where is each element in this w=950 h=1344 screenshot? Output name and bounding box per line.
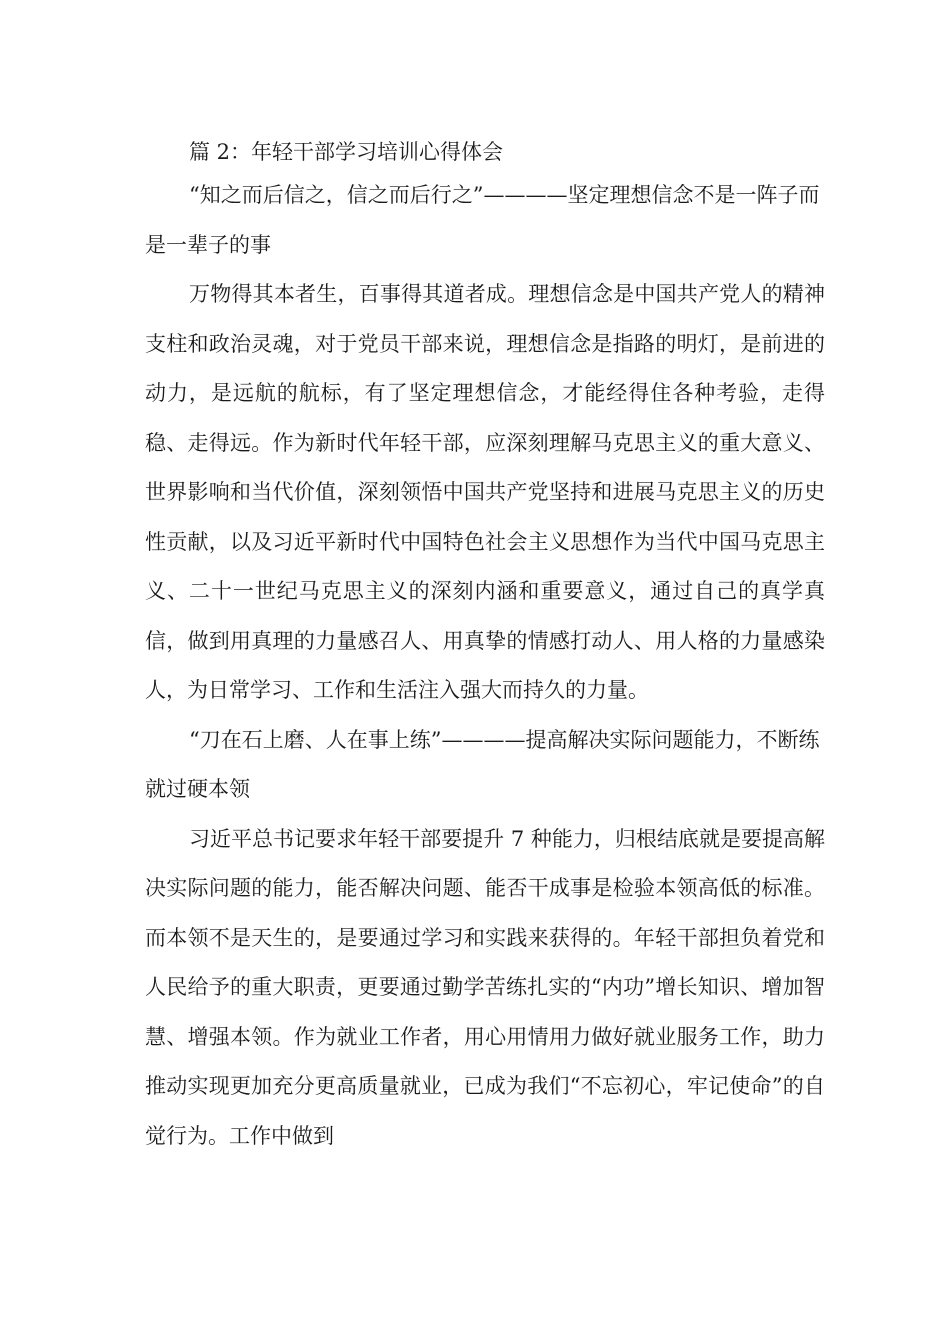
document-page	[145, 134, 825, 1161]
section-heading-1: “知之而后信之，信之而后行之”————坚定理想信念不是一阵子而是一辈子的事	[145, 183, 820, 257]
document-title: 篇 2：年轻干部学习培训心得体会	[189, 140, 504, 164]
body-paragraph-2: 习近平总书记要求年轻干部要提升 7 种能力，归根结底就是要提高解决实际问题的能力，能否解决问题、能否干成事是检验本领高低的标准。而本领不是天生的，是要通过学习和实践来获得的。年轻干部担负着党和人民给予的重大职责，更要通过勤学苦练扎实的“内功”增长知识、增加智慧、增强本领。作为就业工作者，用心用情用力做好就业服务工作，助力推动实现更加充分更高质量就业，已成为我们“不忘初心，牢记使命”的自觉行为。工作中做到	[145, 826, 825, 1148]
section-heading-2: “刀在石上磨、人在事上练”————提高解决实际问题能力，不断练就过硬本领	[145, 727, 820, 801]
body-paragraph-1: 万物得其本者生，百事得其道者成。理想信念是中国共产党人的精神支柱和政治灵魂，对于党员干部来说，理想信念是指路的明灯，是前进的动力，是远航的航标，有了坚定理想信念，才能经得住各种考验，走得稳、走得远。作为新时代年轻干部，应深刻理解马克思主义的重大意义、世界影响和当代价值，深刻领悟中国共产党坚持和进展马克思主义的历史性贡献，以及习近平新时代中国特色社会主义思想作为当代中国马克思主义、二十一世纪马克思主义的深刻内涵和重要意义，通过自己的真学真信，做到用真理的力量感召人、用真挚的情感打动人、用人格的力量感染人，为日常学习、工作和生活注入强大而持久的力量。	[145, 282, 825, 702]
